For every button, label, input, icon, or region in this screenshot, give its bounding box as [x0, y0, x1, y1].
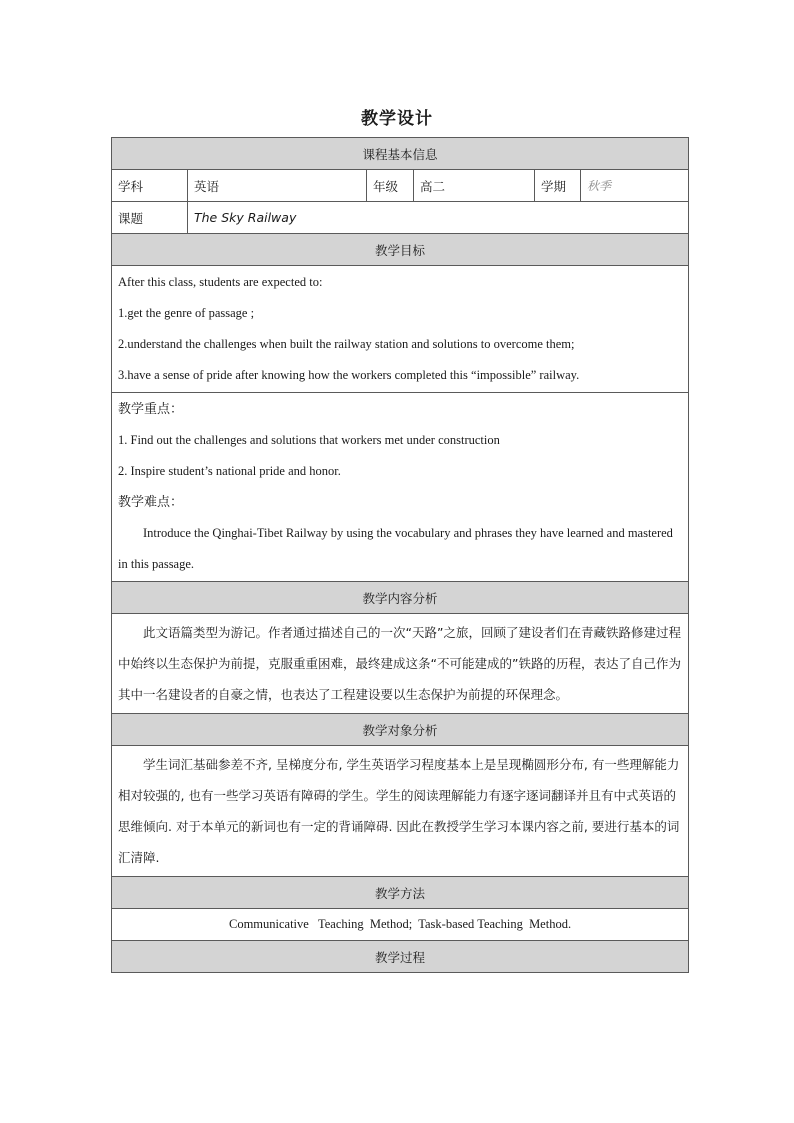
difficulty-text: Introduce the Qinghai-Tibet Railway by using the vocabulary and phrases they have learned and mastered in this passage. — [118, 526, 673, 571]
grade-value: 高二 — [414, 170, 535, 202]
topic-label: 课题 — [112, 202, 188, 234]
term-value: 秋季 — [581, 170, 689, 202]
content-analysis-row — [112, 614, 689, 714]
objective-item: 1.get the genre of passage ; — [118, 306, 255, 320]
section-header-process: 教学过程 — [112, 941, 689, 973]
topic-row — [112, 202, 689, 234]
content-analysis-text: 此文语篇类型为游记。作者通过描述自己的一次“天路”之旅，回顾了建设者们在青藏铁路修建过程中始终以生态保护为前提，克服重重困难，最终建成这条“不可能建成的”铁路的历程，表达了自己作为其中一名建设者的自豪之情，也表达了工程建设要以生态保护为前提的环保理念。 — [112, 614, 689, 714]
grade-label: 年级 — [367, 170, 414, 202]
section-header-method: 教学方法 — [112, 877, 689, 909]
learner-analysis-text: 学生词汇基础参差不齐, 呈梯度分布, 学生英语学习程度基本上是呈现椭圆形分布, 有一些理解能力相对较强的, 也有一些学习英语有障碍的学生。学生的阅读理解能力有逐字逐词翻译并且有中式英语的思维倾向. 对于本单元的新词也有一定的背诵障碍. 因此在教授学生学习本课内容之前, 要进行基本的词汇清障. — [112, 746, 689, 877]
subject-value: 英语 — [188, 170, 367, 202]
key-point-item: 1. Find out the challenges and solutions that workers met under construction — [118, 433, 500, 447]
section-header-content-analysis: 教学内容分析 — [112, 582, 689, 614]
objectives-row — [112, 266, 689, 393]
subject-label: 学科 — [112, 170, 188, 202]
method-text: Communicative Teaching Method; Task-based Teaching Method. — [112, 909, 689, 941]
method-row — [112, 909, 689, 941]
key-point-item: 2. Inspire student’s national pride and honor. — [118, 464, 341, 478]
document-title: 教学设计 — [361, 109, 433, 129]
topic-value: The Sky Railway — [188, 202, 689, 234]
key-points-label: 教学重点： — [118, 402, 184, 417]
key-points-row — [112, 393, 689, 582]
objective-item: 2.understand the challenges when built the railway station and solutions to overcome them; — [118, 337, 575, 351]
section-header-learner-analysis: 教学对象分析 — [112, 714, 689, 746]
objective-item: 3.have a sense of pride after knowing how the workers completed this “impossible” railway. — [118, 368, 580, 382]
objectives-intro: After this class, students are expected to: — [118, 275, 323, 289]
section-header-objectives: 教学目标 — [112, 234, 689, 266]
difficulty-label: 教学难点： — [118, 495, 184, 510]
info-row — [112, 170, 689, 202]
section-header-basic-info: 课程基本信息 — [112, 138, 689, 170]
term-label: 学期 — [535, 170, 581, 202]
lesson-plan-table — [111, 137, 689, 973]
learner-analysis-row — [112, 746, 689, 877]
